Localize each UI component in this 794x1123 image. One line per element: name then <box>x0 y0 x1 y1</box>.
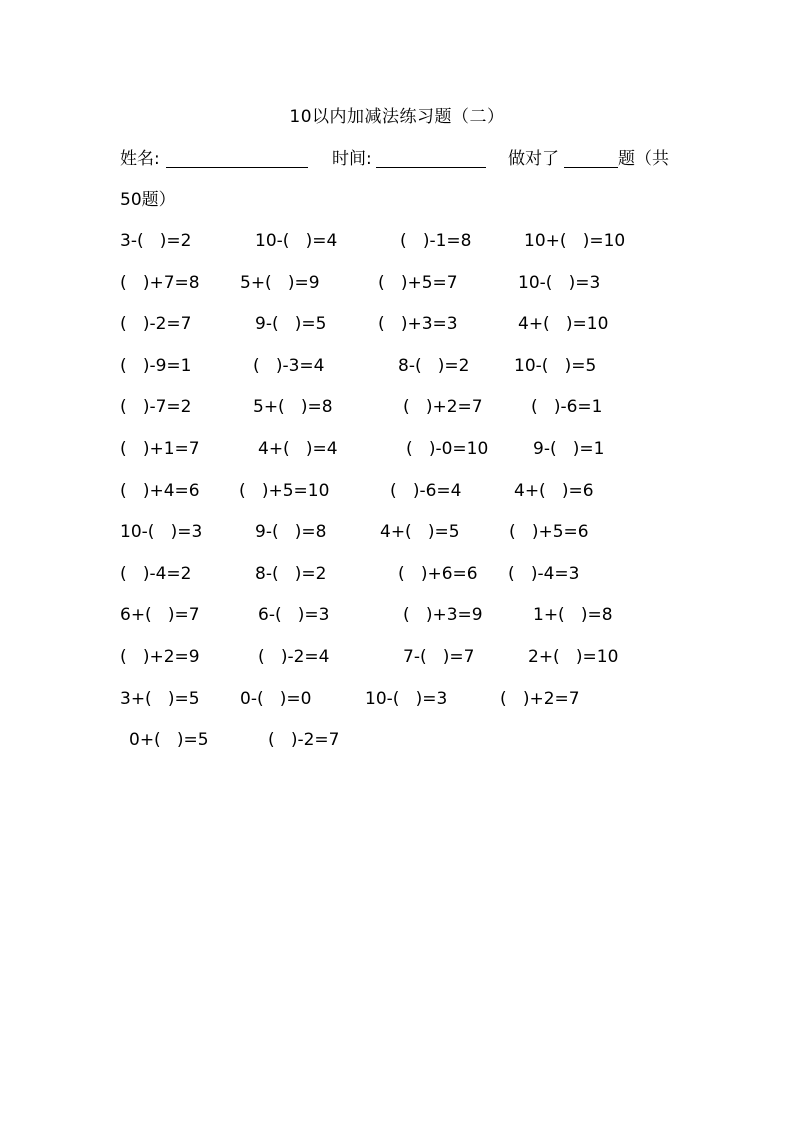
time-blank[interactable] <box>376 167 486 168</box>
math-problem: ( )-1=8 <box>400 231 472 251</box>
math-problem: ( )+2=7 <box>403 397 483 418</box>
math-problem: ( )-2=7 <box>120 314 192 335</box>
correct-suffix: 题（共 <box>618 149 669 169</box>
math-problem: 8-( )=2 <box>255 563 327 584</box>
math-problem: ( )+2=7 <box>500 688 580 709</box>
math-problem: ( )-4=3 <box>508 563 580 584</box>
math-problem: ( )-2=7 <box>268 730 340 751</box>
math-problem: ( )+1=7 <box>120 439 200 459</box>
math-problem: 5+( )=9 <box>240 272 320 293</box>
math-problem: ( )-0=10 <box>406 439 489 459</box>
math-problem: 0-( )=0 <box>240 688 312 709</box>
total-count: 50题） <box>120 190 176 210</box>
math-problem: ( )-2=4 <box>258 647 330 667</box>
math-problem: 10-( )=4 <box>255 231 338 251</box>
math-problem: 6+( )=7 <box>120 605 200 626</box>
math-problem: ( )+5=7 <box>378 272 458 293</box>
math-problem: ( )+5=6 <box>509 522 589 543</box>
math-problem: 8-( )=2 <box>398 355 470 376</box>
math-problem: ( )-9=1 <box>120 355 192 376</box>
math-problem: ( )-6=4 <box>390 480 462 501</box>
math-problem: ( )+7=8 <box>120 272 200 293</box>
math-problem: 10-( )=3 <box>518 272 601 293</box>
math-problem: 0+( )=5 <box>129 730 209 751</box>
time-label: 时间: <box>332 149 372 169</box>
math-problem: 9-( )=8 <box>255 522 327 543</box>
math-problem: 7-( )=7 <box>403 647 475 667</box>
name-label: 姓名: <box>120 149 160 169</box>
math-problem: ( )-3=4 <box>253 355 325 376</box>
math-problem: 4+( )=10 <box>518 314 609 335</box>
math-problem: 4+( )=6 <box>514 480 594 501</box>
math-problem: 10-( )=5 <box>514 355 597 376</box>
math-problem: 6-( )=3 <box>258 605 330 626</box>
math-problem: 4+( )=5 <box>380 522 460 543</box>
math-problem: 10-( )=3 <box>120 522 203 543</box>
math-problem: 2+( )=10 <box>528 647 619 667</box>
worksheet-title: 10以内加减法练习题（二） <box>289 107 505 127</box>
correct-label: 做对了 <box>508 149 559 169</box>
math-problem: 10-( )=3 <box>365 688 448 709</box>
math-problem: 3-( )=2 <box>120 231 192 251</box>
math-problem: ( )+3=9 <box>403 605 483 626</box>
math-problem: ( )+6=6 <box>398 563 478 584</box>
math-problem: 9-( )=5 <box>255 314 327 335</box>
math-problem: 5+( )=8 <box>253 397 333 418</box>
math-problem: ( )-4=2 <box>120 563 192 584</box>
math-problem: ( )+3=3 <box>378 314 458 335</box>
math-problem: ( )+4=6 <box>120 480 200 501</box>
math-problem: 9-( )=1 <box>533 439 605 459</box>
math-problem: 4+( )=4 <box>258 439 338 459</box>
math-problem: 3+( )=5 <box>120 688 200 709</box>
math-problem: 10+( )=10 <box>524 231 626 251</box>
math-problem: ( )-7=2 <box>120 397 192 418</box>
correct-count-blank[interactable] <box>564 167 618 168</box>
math-problem: ( )-6=1 <box>531 397 603 418</box>
math-problem: ( )+2=9 <box>120 647 200 667</box>
math-problem: ( )+5=10 <box>239 480 330 501</box>
math-problem: 1+( )=8 <box>533 605 613 626</box>
name-blank[interactable] <box>166 167 308 168</box>
